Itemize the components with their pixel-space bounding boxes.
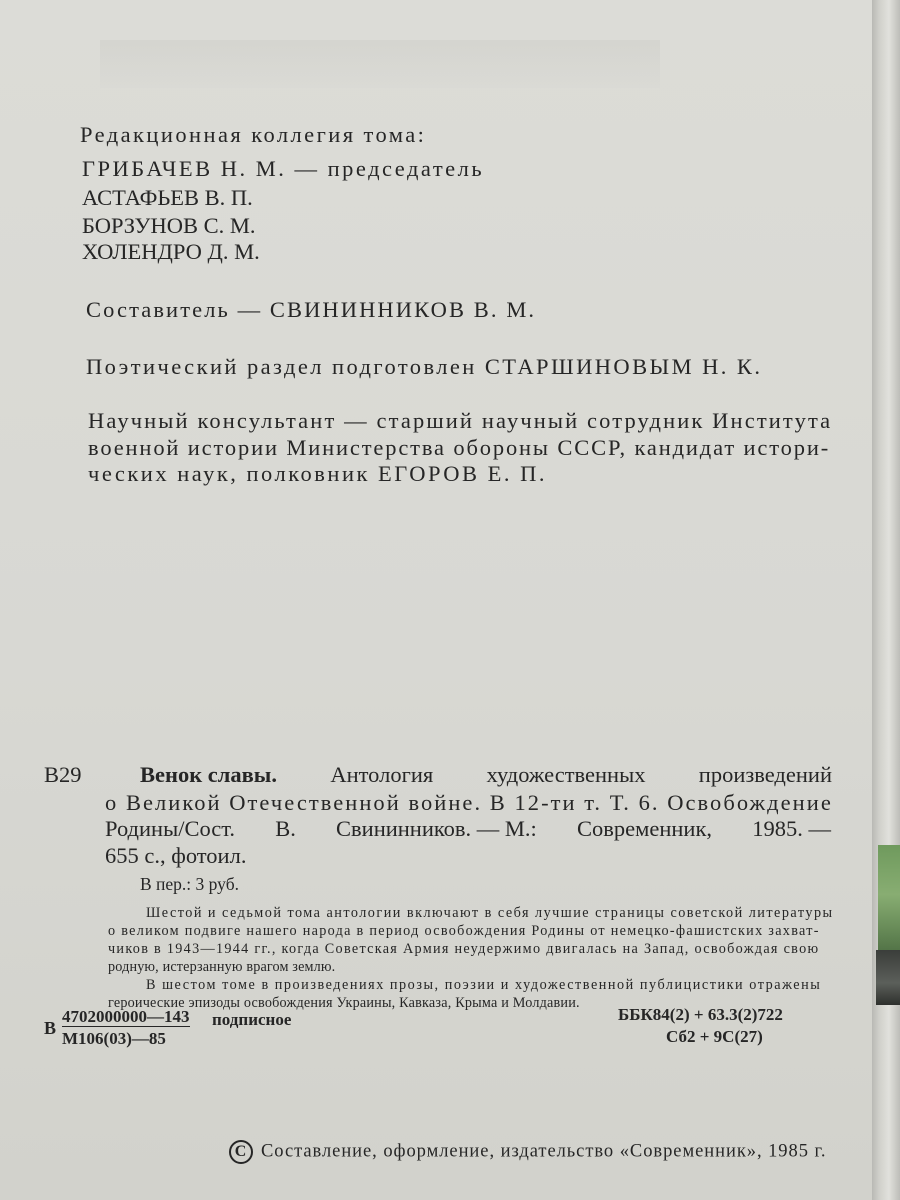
consultant-line: Научный консультант — старший научный сотрудник Института bbox=[88, 408, 833, 433]
editorial-board-member: ХОЛЕНДРО Д. М. bbox=[82, 239, 260, 264]
adjacent-page-illustration bbox=[878, 845, 900, 955]
price: В пер.: 3 руб. bbox=[140, 874, 239, 894]
annotation-line: чиков в 1943—1944 гг., когда Советская Армия неудержимо двигалась на Запад, освобождая свою bbox=[108, 941, 820, 957]
editorial-board-member: ГРИБАЧЕВ Н. М. — председатель bbox=[82, 156, 485, 181]
catalog-word: 1985. — bbox=[752, 816, 831, 841]
catalog-word: Родины/Сост. bbox=[105, 816, 236, 841]
annotation-line: о великом подвиге нашего народа в период освобождения Родины от немецко-фашистских захват- bbox=[108, 923, 820, 939]
subscription-note: подписное bbox=[212, 1010, 292, 1029]
catalog-word: Антология bbox=[330, 762, 434, 787]
catalog-word: художественных bbox=[486, 762, 646, 787]
catalog-word: произведений bbox=[698, 762, 832, 787]
annotation-line: родную, истерзанную врагом землю. bbox=[108, 959, 336, 975]
annotation-line: В шестом томе в произведениях прозы, поэзии и художественной публицистики отражены bbox=[146, 977, 822, 993]
consultant-line: ческих наук, полковник ЕГОРОВ Е. П. bbox=[88, 461, 548, 486]
catalog-word: В. bbox=[275, 816, 296, 841]
adjacent-page-shadow bbox=[876, 950, 900, 1005]
publication-formula bbox=[62, 1008, 190, 1047]
catalog-word: Современник, bbox=[577, 816, 713, 841]
bbk-code: Сб2 + 9С(27) bbox=[666, 1027, 763, 1046]
catalog-word: Свининников. — М.: bbox=[336, 816, 537, 841]
consultant-line: военной истории Министерства обороны СССР, кандидат истори- bbox=[88, 435, 831, 460]
editorial-board-heading: Редакционная коллегия тома: bbox=[80, 122, 427, 147]
compiler-credit: Составитель — СВИНИННИКОВ В. М. bbox=[86, 297, 537, 322]
copyright-icon: С bbox=[229, 1140, 253, 1164]
catalog-index: В29 bbox=[44, 762, 82, 787]
formula-prefix: В bbox=[44, 1018, 57, 1038]
formula-denominator: М106(03)—85 bbox=[62, 1029, 166, 1048]
page-edge bbox=[872, 0, 900, 1200]
copyright-line bbox=[229, 1140, 827, 1164]
annotation-line: Шестой и седьмой тома антологии включают в себя лучшие страницы советской литературы bbox=[146, 905, 834, 921]
copyright-text: Составление, оформление, издательство «Современник», 1985 г. bbox=[261, 1141, 827, 1162]
catalog-line: 655 с., фотоил. bbox=[105, 843, 247, 868]
bbk-code: ББК84(2) + 63.3(2)722 bbox=[618, 1005, 783, 1024]
editorial-board-member: БОРЗУНОВ С. М. bbox=[82, 213, 256, 238]
poetry-section-credit: Поэтический раздел подготовлен СТАРШИНОВЫМ Н. К. bbox=[86, 354, 763, 379]
catalog-title-line bbox=[140, 764, 832, 787]
editorial-board-member: АСТАФЬЕВ В. П. bbox=[82, 185, 253, 210]
formula-numerator: 4702000000—143 bbox=[62, 1007, 190, 1026]
bleed-through-text bbox=[100, 40, 660, 88]
catalog-line: о Великой Отечественной войне. В 12-ти т. Т. 6. Освобождение bbox=[105, 790, 833, 815]
book-title: Венок славы. bbox=[140, 762, 277, 787]
annotation-line: героические эпизоды освобождения Украины, Кавказа, Крыма и Молдавии. bbox=[108, 995, 580, 1011]
catalog-line bbox=[105, 818, 831, 841]
